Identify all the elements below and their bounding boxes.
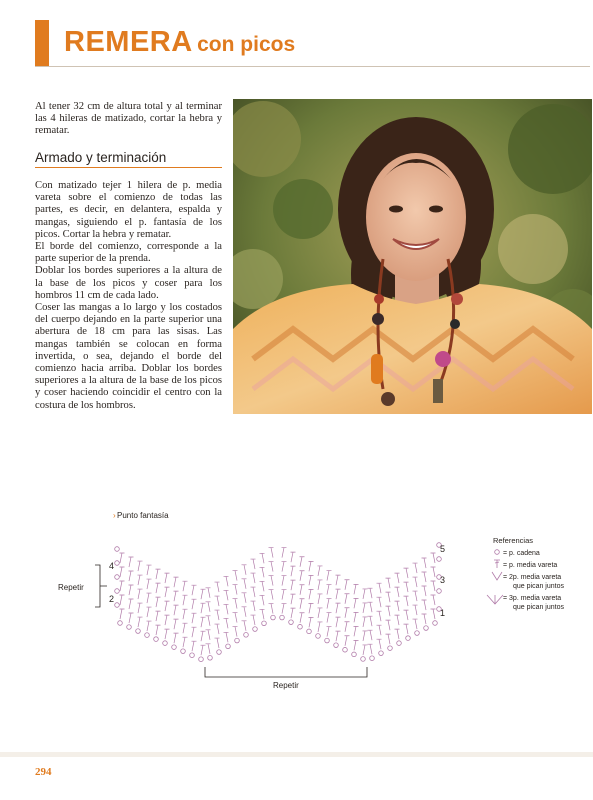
- half-double-stitch: [138, 617, 143, 627]
- half-double-stitch: [327, 571, 332, 581]
- legend-item: = p. cadena: [503, 550, 540, 557]
- half-double-stitch: [422, 600, 427, 610]
- half-double-stitch: [174, 633, 179, 643]
- half-double-stitch: [318, 594, 323, 604]
- half-double-stitch: [192, 627, 197, 637]
- chain-stitch: [433, 621, 438, 626]
- row-number: 5: [440, 544, 446, 554]
- half-double-stitch: [354, 612, 359, 622]
- half-double-stitch: [291, 594, 296, 604]
- half-double-stitch: [224, 632, 229, 642]
- half-double-stitch: [282, 590, 287, 600]
- half-double-stitch: [386, 620, 391, 630]
- footer-band: [0, 752, 593, 757]
- half-double-stitch: [129, 557, 134, 567]
- repeat-left-label: Repetir: [58, 583, 84, 592]
- model-photo: [233, 99, 592, 414]
- half-double-stitch: [422, 558, 427, 568]
- half-double-stitch: [269, 562, 274, 572]
- half-double-stitch: [174, 577, 179, 587]
- half-double-stitch: [336, 617, 341, 627]
- chain-stitch-icon: [495, 550, 500, 555]
- turning-chain: [115, 561, 120, 566]
- half-double-stitch: [242, 579, 247, 589]
- chain-stitch: [190, 653, 195, 658]
- half-double-stitch: [224, 604, 229, 614]
- three-together-icon: [487, 595, 503, 604]
- half-double-stitch: [377, 625, 382, 635]
- chain-stitch: [271, 615, 276, 620]
- repeat-bottom-label: Repetir: [273, 681, 299, 690]
- half-double-stitch: [269, 548, 274, 558]
- half-double-stitch: [165, 615, 170, 625]
- half-double-stitch: [156, 625, 161, 635]
- half-double-stitch: [201, 645, 206, 655]
- turning-chain: [115, 575, 120, 580]
- half-double-stitch: [120, 595, 125, 605]
- two-together-icon: [492, 572, 502, 580]
- turning-chain: [437, 557, 442, 562]
- half-double-stitch: [251, 573, 256, 583]
- half-double-stitch: [291, 608, 296, 618]
- body-paragraph: Con matizado tejer 1 hilera de p. media vareta sobre el comienzo de todas las partes, es decir, en delantera, espalda y mangas, siguiendo el p. fantasía de los picos. Cortar la hebra y rematar.: [35, 180, 222, 240]
- half-double-stitch: [300, 557, 305, 567]
- page-number: 294: [35, 766, 52, 778]
- half-double-stitch: [147, 565, 152, 575]
- half-double-stitch: [336, 603, 341, 613]
- half-double-stitch: [309, 589, 314, 599]
- half-double-stitch: [336, 575, 341, 585]
- half-double-stitch: [345, 594, 350, 604]
- model-photo-illustration: [233, 99, 592, 414]
- half-double-stitch: [413, 619, 418, 629]
- half-double-stitch: [138, 561, 143, 571]
- half-double-stitch: [318, 608, 323, 618]
- turning-chain: [115, 547, 120, 552]
- intro-paragraph: Al tener 32 cm de altura total y al terminar las 4 hileras de matizado, cortar la hebra y rematar.: [35, 101, 222, 137]
- half-double-stitch: [431, 595, 436, 605]
- half-double-stitch: [233, 571, 238, 581]
- half-double-stitch: [422, 572, 427, 582]
- half-double-stitch: [318, 566, 323, 576]
- half-double-stitch: [215, 610, 220, 620]
- half-double-stitch: [413, 563, 418, 573]
- half-double-stitch: [377, 597, 382, 607]
- half-double-stitch: [156, 597, 161, 607]
- half-double-stitch: [147, 607, 152, 617]
- half-double-stitch: [192, 641, 197, 651]
- half-double-stitch: [368, 630, 373, 640]
- half-double-stitch: [413, 577, 418, 587]
- half-double-stitch: [251, 601, 256, 611]
- half-double-stitch: [215, 582, 220, 592]
- half-double-stitch: [300, 599, 305, 609]
- half-double-stitch: [147, 579, 152, 589]
- half-double-stitch: [156, 583, 161, 593]
- half-double-stitch: [192, 599, 197, 609]
- half-double-stitch: [206, 588, 211, 598]
- half-double-stitch: [354, 626, 359, 636]
- chain-stitch: [253, 627, 258, 632]
- half-double-stitch: [377, 611, 382, 621]
- chain-stitch: [388, 646, 393, 651]
- half-double-stitch: [300, 585, 305, 595]
- legend-item: que pican juntos: [513, 604, 564, 611]
- chain-stitch: [370, 656, 375, 661]
- half-double-stitch: [215, 624, 220, 634]
- half-double-stitch: [233, 613, 238, 623]
- half-double-stitch: [345, 622, 350, 632]
- half-double-stitch: [183, 623, 188, 633]
- half-double-stitch: [300, 571, 305, 581]
- legend-title: Referencias: [493, 536, 534, 545]
- half-double-stitch: [183, 581, 188, 591]
- half-double-stitch: [183, 637, 188, 647]
- half-double-stitch: [386, 606, 391, 616]
- repeat-left-bracket: [95, 565, 107, 607]
- half-double-stitch: [224, 618, 229, 628]
- chain-stitch: [262, 621, 267, 626]
- half-double-stitch: [282, 604, 287, 614]
- chain-stitch: [127, 625, 132, 630]
- half-double-stitch: [251, 559, 256, 569]
- row-number: 2: [109, 594, 115, 604]
- half-double-stitch: [138, 603, 143, 613]
- chain-stitch: [208, 656, 213, 661]
- half-double-stitch: [138, 589, 143, 599]
- chain-stitch: [316, 634, 321, 639]
- half-double-stitch: [377, 583, 382, 593]
- half-double-stitch: [368, 602, 373, 612]
- half-double-stitch: [260, 567, 265, 577]
- half-double-stitch: [377, 639, 382, 649]
- chain-stitch: [244, 633, 249, 638]
- half-double-stitch: [120, 581, 125, 591]
- half-double-stitch: [395, 601, 400, 611]
- chain-stitch: [352, 652, 357, 657]
- half-double-stitch: [431, 567, 436, 577]
- chain-stitch: [235, 638, 240, 643]
- half-double-stitch: [386, 634, 391, 644]
- half-double-stitch: [183, 595, 188, 605]
- half-double-stitch: [147, 593, 152, 603]
- half-double-stitch: [129, 613, 134, 623]
- chain-stitch: [172, 645, 177, 650]
- chart-title-marker: ›: [113, 511, 116, 520]
- half-double-stitch: [192, 613, 197, 623]
- half-double-stitch: [363, 617, 368, 627]
- chain-stitch: [424, 626, 429, 631]
- chain-stitch: [379, 651, 384, 656]
- half-double-stitch: [260, 581, 265, 591]
- chain-stitch: [307, 629, 312, 634]
- half-double-stitch: [120, 553, 125, 563]
- half-double-stitch: [156, 611, 161, 621]
- half-double-stitch: [269, 590, 274, 600]
- half-double-stitch: [165, 573, 170, 583]
- chain-stitch: [334, 643, 339, 648]
- half-double-stitch: [386, 592, 391, 602]
- half-double-stitch: [242, 607, 247, 617]
- row-number: 3: [440, 575, 446, 585]
- half-double-stitch: [269, 576, 274, 586]
- half-double-stitch: [174, 619, 179, 629]
- half-double-stitch: [309, 575, 314, 585]
- half-double-stitch: [395, 629, 400, 639]
- half-double-stitch: [233, 627, 238, 637]
- body-paragraph: El borde del comienzo, corresponde a la parte superior de la prenda.: [35, 241, 222, 265]
- half-double-stitch: [368, 616, 373, 626]
- half-double-stitch: [120, 567, 125, 577]
- section-body: [35, 180, 222, 412]
- half-double-stitch: [251, 587, 256, 597]
- half-double-stitch: [300, 613, 305, 623]
- half-double-stitch: [260, 595, 265, 605]
- turning-chain: [437, 589, 442, 594]
- half-double-stitch: [260, 553, 265, 563]
- title-main: REMERA: [64, 26, 193, 58]
- half-double-stitch: [165, 601, 170, 611]
- half-double-stitch: [183, 609, 188, 619]
- section-heading: Armado y terminación: [35, 150, 222, 168]
- half-double-stitch: [431, 609, 436, 619]
- half-double-stitch: [309, 617, 314, 627]
- half-double-stitch: [431, 581, 436, 591]
- page-title: [64, 26, 295, 59]
- chain-stitch: [298, 624, 303, 629]
- half-double-stitch: [165, 629, 170, 639]
- half-double-stitch: [129, 585, 134, 595]
- chain-stitch: [397, 641, 402, 646]
- half-double-stitch: [201, 631, 206, 641]
- crochet-chart: [55, 505, 585, 705]
- half-double-stitch: [282, 576, 287, 586]
- half-double-stitch: [224, 590, 229, 600]
- chain-stitch: [199, 657, 204, 662]
- half-double-stitch: [363, 631, 368, 641]
- half-double-stitch: [201, 617, 206, 627]
- half-double-stitch: [129, 571, 134, 581]
- half-double-stitch: [201, 603, 206, 613]
- legend-item: = 2p. media vareta: [503, 574, 562, 581]
- chain-stitch: [181, 649, 186, 654]
- half-double-stitch: [404, 568, 409, 578]
- half-double-stitch: [395, 587, 400, 597]
- half-double-stitch: [242, 565, 247, 575]
- half-double-stitch: [282, 562, 287, 572]
- half-double-stitch: [309, 561, 314, 571]
- half-double-stitch: [345, 580, 350, 590]
- half-double-stitch: [318, 580, 323, 590]
- half-double-stitch: [422, 614, 427, 624]
- chain-stitch: [325, 638, 330, 643]
- half-double-stitch: [354, 598, 359, 608]
- half-double-stitch: [242, 593, 247, 603]
- title-sub: con picos: [197, 33, 296, 56]
- half-double-stitch: [129, 599, 134, 609]
- title-accent-bar: [35, 20, 49, 66]
- chain-stitch: [361, 657, 366, 662]
- chain-stitch: [280, 615, 285, 620]
- chain-stitch: [154, 637, 159, 642]
- half-double-stitch: [309, 603, 314, 613]
- half-double-stitch: [345, 608, 350, 618]
- chain-stitch: [136, 629, 141, 634]
- legend-item: = p. media vareta: [503, 562, 558, 569]
- chain-stitch: [118, 621, 123, 626]
- row-number: 1: [440, 608, 446, 618]
- half-double-stitch: [336, 631, 341, 641]
- half-double-stitch: [395, 615, 400, 625]
- chart-title: Punto fantasía: [117, 511, 169, 520]
- turning-chain: [115, 589, 120, 594]
- half-double-stitch: [354, 584, 359, 594]
- half-double-stitch: [327, 613, 332, 623]
- half-double-stitch: [368, 644, 373, 654]
- title-divider: [35, 66, 590, 67]
- half-double-stitch: [327, 585, 332, 595]
- half-double-stitch: [404, 596, 409, 606]
- half-double-stitch: [345, 636, 350, 646]
- half-double-stitch: [206, 616, 211, 626]
- half-double-stitch: [404, 610, 409, 620]
- chain-stitch: [217, 650, 222, 655]
- half-double-stitch: [413, 591, 418, 601]
- half-double-stitch: [147, 621, 152, 631]
- half-double-stitch: [413, 605, 418, 615]
- half-double-stitch: [368, 588, 373, 598]
- half-double-stitch: [138, 575, 143, 585]
- half-double-stitch: [318, 622, 323, 632]
- turning-chain: [115, 603, 120, 608]
- half-double-stitch: [206, 602, 211, 612]
- half-double-stitch: [291, 580, 296, 590]
- half-double-stitch: [224, 576, 229, 586]
- half-double-stitch: [233, 585, 238, 595]
- half-double-stitch: [363, 645, 368, 655]
- legend-item: = 3p. media vareta: [503, 595, 562, 602]
- chain-stitch: [163, 641, 168, 646]
- half-double-stitch: [206, 644, 211, 654]
- chain-stitch: [289, 620, 294, 625]
- half-double-stitch: [233, 599, 238, 609]
- half-double-stitch: [269, 604, 274, 614]
- half-double-stitch: [174, 605, 179, 615]
- half-double-stitch: [395, 573, 400, 583]
- half-double-stitch: [363, 603, 368, 613]
- body-paragraph: Doblar los bordes superiores a la altura de la base de los picos y coser para los hombros 11 cm de cada lado.: [35, 265, 222, 301]
- chain-stitch: [226, 644, 231, 649]
- half-double-stitch: [431, 553, 436, 563]
- half-double-stitch: [386, 578, 391, 588]
- half-double-stitch: [242, 621, 247, 631]
- repeat-bottom-bracket: [205, 667, 367, 677]
- half-double-stitch: [192, 585, 197, 595]
- half-double-stitch: [327, 627, 332, 637]
- half-double-stitch: [165, 587, 170, 597]
- half-double-stitch: [336, 589, 341, 599]
- half-double-stitch: [260, 609, 265, 619]
- half-double-stitch: [215, 596, 220, 606]
- half-double-stitch: [174, 591, 179, 601]
- stitch-grid: [115, 543, 442, 662]
- chain-stitch: [343, 647, 348, 652]
- half-double-stitch: [363, 589, 368, 599]
- half-double-stitch: [404, 582, 409, 592]
- half-double-stitch: [251, 615, 256, 625]
- body-paragraph: Coser las mangas a lo largo y los costados del cuerpo dejando en la parte superior una abertura de 18 cm para las sisas. Las mangas también se colocan en forma invertida, o sea, dejando el borde del comienzo hacia arriba. Doblar los bordes superiores a la altura de la base de los picos y coser haciendo coincidir el centro con la costura de los hombros.: [35, 302, 222, 411]
- half-double-stitch: [327, 599, 332, 609]
- half-double-stitch: [282, 548, 287, 558]
- half-double-stitch: [291, 566, 296, 576]
- half-double-stitch: [120, 609, 125, 619]
- half-double-stitch: [206, 630, 211, 640]
- half-double-stitch: [422, 586, 427, 596]
- chain-stitch: [415, 631, 420, 636]
- chain-stitch: [406, 636, 411, 641]
- half-double-stitch: [156, 569, 161, 579]
- half-double-stitch: [354, 640, 359, 650]
- half-double-stitch: [215, 638, 220, 648]
- half-double-icon: [494, 560, 500, 568]
- row-number: 4: [109, 561, 115, 571]
- half-double-stitch: [404, 624, 409, 634]
- chain-stitch: [145, 633, 150, 638]
- half-double-stitch: [291, 552, 296, 562]
- legend-item: que pican juntos: [513, 583, 564, 590]
- half-double-stitch: [201, 589, 206, 599]
